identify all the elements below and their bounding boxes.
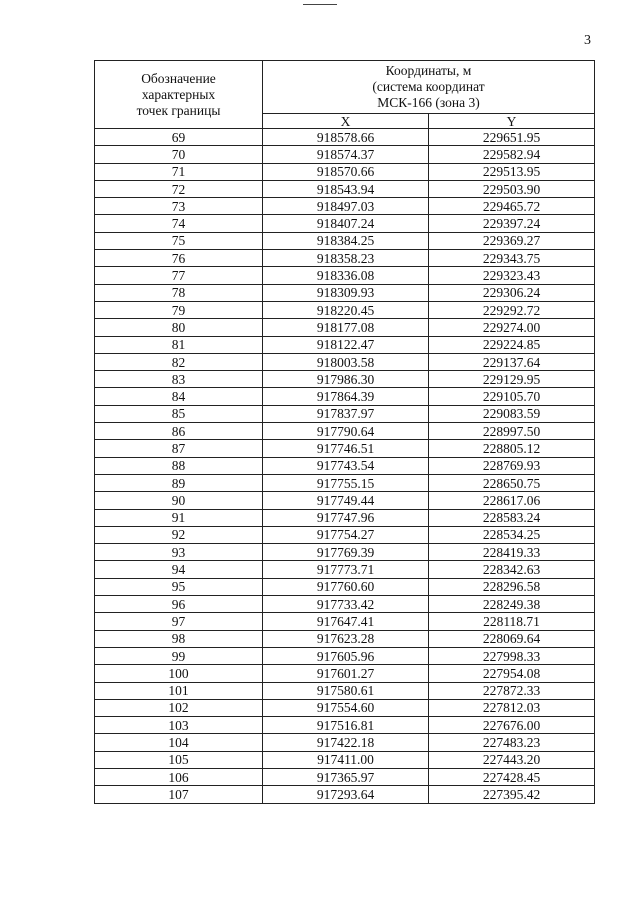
table-row — [95, 353, 595, 370]
coord-x-cell: 917411.00 — [263, 751, 429, 768]
coord-y-cell: 227954.08 — [429, 665, 595, 682]
coord-y-cell: 227395.42 — [429, 786, 595, 803]
point-number-cell: 97 — [95, 613, 263, 630]
coord-x-cell: 917986.30 — [263, 371, 429, 388]
coord-x-cell: 918358.23 — [263, 250, 429, 267]
point-number-cell: 98 — [95, 630, 263, 647]
table-body — [95, 129, 595, 804]
coord-y-cell: 229343.75 — [429, 250, 595, 267]
table-row — [95, 526, 595, 543]
coord-x-cell: 918543.94 — [263, 180, 429, 197]
point-number-cell: 99 — [95, 647, 263, 664]
coord-y-cell: 227998.33 — [429, 647, 595, 664]
coord-x-cell: 918220.45 — [263, 301, 429, 318]
coord-x-cell: 918336.08 — [263, 267, 429, 284]
point-number-cell: 76 — [95, 250, 263, 267]
header-point-label: Обозначение характерных точек границы — [136, 70, 221, 118]
table-row — [95, 682, 595, 699]
coord-y-cell: 228249.38 — [429, 596, 595, 613]
table-row — [95, 319, 595, 336]
coord-y-cell: 229582.94 — [429, 146, 595, 163]
coord-y-cell: 228997.50 — [429, 423, 595, 440]
coord-y-cell: 229306.24 — [429, 284, 595, 301]
coord-y-cell: 229274.00 — [429, 319, 595, 336]
table-row — [95, 371, 595, 388]
coord-x-cell: 918497.03 — [263, 198, 429, 215]
table-row — [95, 630, 595, 647]
table-row — [95, 613, 595, 630]
header-y: Y — [429, 114, 595, 129]
header-coordinates-label: Координаты, м (система координат МСК-166 (зона 3) — [372, 63, 485, 110]
coord-x-cell: 917769.39 — [263, 544, 429, 561]
coord-x-cell: 918574.37 — [263, 146, 429, 163]
coord-y-cell: 229137.64 — [429, 353, 595, 370]
coord-y-cell: 227428.45 — [429, 768, 595, 785]
point-number-cell: 71 — [95, 163, 263, 180]
point-number-cell: 91 — [95, 509, 263, 526]
point-number-cell: 106 — [95, 768, 263, 785]
point-number-cell: 92 — [95, 526, 263, 543]
point-number-cell: 73 — [95, 198, 263, 215]
coord-y-cell: 229513.95 — [429, 163, 595, 180]
coord-y-cell: 229224.85 — [429, 336, 595, 353]
coord-y-cell: 227872.33 — [429, 682, 595, 699]
coord-y-cell: 228342.63 — [429, 561, 595, 578]
point-number-cell: 81 — [95, 336, 263, 353]
table-row — [95, 717, 595, 734]
coord-y-cell: 229105.70 — [429, 388, 595, 405]
point-number-cell: 101 — [95, 682, 263, 699]
point-number-cell: 105 — [95, 751, 263, 768]
point-number-cell: 72 — [95, 180, 263, 197]
table-row — [95, 163, 595, 180]
coord-x-cell: 917754.27 — [263, 526, 429, 543]
header-point-designation — [95, 61, 263, 129]
table-row — [95, 647, 595, 664]
coord-x-cell: 917580.61 — [263, 682, 429, 699]
coord-y-cell: 228805.12 — [429, 440, 595, 457]
point-number-cell: 84 — [95, 388, 263, 405]
table-row — [95, 544, 595, 561]
coord-x-cell: 917647.41 — [263, 613, 429, 630]
coord-y-cell: 229323.43 — [429, 267, 595, 284]
point-number-cell: 78 — [95, 284, 263, 301]
header-x: X — [263, 114, 429, 129]
table-header — [95, 61, 595, 129]
point-number-cell: 83 — [95, 371, 263, 388]
coord-x-cell: 917837.97 — [263, 405, 429, 422]
point-number-cell: 75 — [95, 232, 263, 249]
coord-x-cell: 918384.25 — [263, 232, 429, 249]
coord-y-cell: 228296.58 — [429, 578, 595, 595]
coord-x-cell: 917746.51 — [263, 440, 429, 457]
coord-x-cell: 917422.18 — [263, 734, 429, 751]
point-number-cell: 96 — [95, 596, 263, 613]
point-number-cell: 103 — [95, 717, 263, 734]
table-row — [95, 388, 595, 405]
table-row — [95, 146, 595, 163]
point-number-cell: 90 — [95, 492, 263, 509]
coord-x-cell: 917773.71 — [263, 561, 429, 578]
coord-y-cell: 227676.00 — [429, 717, 595, 734]
table-row — [95, 665, 595, 682]
point-number-cell: 87 — [95, 440, 263, 457]
table-row — [95, 561, 595, 578]
point-number-cell: 79 — [95, 301, 263, 318]
table-row — [95, 423, 595, 440]
coordinates-table — [94, 60, 595, 804]
table-row — [95, 509, 595, 526]
table-row — [95, 734, 595, 751]
coord-x-cell: 917365.97 — [263, 768, 429, 785]
coord-x-cell: 918177.08 — [263, 319, 429, 336]
table-row — [95, 301, 595, 318]
table-row — [95, 284, 595, 301]
coord-x-cell: 917747.96 — [263, 509, 429, 526]
point-number-cell: 70 — [95, 146, 263, 163]
coord-x-cell: 917864.39 — [263, 388, 429, 405]
table-row — [95, 474, 595, 491]
coord-y-cell: 228617.06 — [429, 492, 595, 509]
table-row — [95, 596, 595, 613]
coord-x-cell: 917605.96 — [263, 647, 429, 664]
point-number-cell: 82 — [95, 353, 263, 370]
coord-y-cell: 228769.93 — [429, 457, 595, 474]
table-row — [95, 492, 595, 509]
table-row — [95, 699, 595, 716]
point-number-cell: 95 — [95, 578, 263, 595]
coord-y-cell: 227443.20 — [429, 751, 595, 768]
coord-x-cell: 918309.93 — [263, 284, 429, 301]
coord-x-cell: 917790.64 — [263, 423, 429, 440]
coord-y-cell: 229503.90 — [429, 180, 595, 197]
coord-x-cell: 918570.66 — [263, 163, 429, 180]
coord-y-cell: 228534.25 — [429, 526, 595, 543]
coord-y-cell: 229397.24 — [429, 215, 595, 232]
table-row — [95, 405, 595, 422]
coord-x-cell: 918407.24 — [263, 215, 429, 232]
coord-x-cell: 917760.60 — [263, 578, 429, 595]
coord-y-cell: 229083.59 — [429, 405, 595, 422]
coord-y-cell: 229651.95 — [429, 129, 595, 146]
coord-y-cell: 229369.27 — [429, 232, 595, 249]
coord-x-cell: 917749.44 — [263, 492, 429, 509]
coord-y-cell: 228419.33 — [429, 544, 595, 561]
coord-x-cell: 917755.15 — [263, 474, 429, 491]
coord-y-cell: 229292.72 — [429, 301, 595, 318]
table-row — [95, 768, 595, 785]
point-number-cell: 85 — [95, 405, 263, 422]
coord-x-cell: 917293.64 — [263, 786, 429, 803]
coord-x-cell: 918578.66 — [263, 129, 429, 146]
point-number-cell: 104 — [95, 734, 263, 751]
table-row — [95, 232, 595, 249]
coord-x-cell: 918003.58 — [263, 353, 429, 370]
table-row — [95, 457, 595, 474]
table-row — [95, 215, 595, 232]
point-number-cell: 107 — [95, 786, 263, 803]
table-row — [95, 180, 595, 197]
table-row — [95, 786, 595, 803]
point-number-cell: 77 — [95, 267, 263, 284]
page-number: 3 — [584, 33, 591, 48]
point-number-cell: 94 — [95, 561, 263, 578]
point-number-cell: 102 — [95, 699, 263, 716]
coord-y-cell: 227483.23 — [429, 734, 595, 751]
table-row — [95, 751, 595, 768]
table-row — [95, 336, 595, 353]
coord-x-cell: 917601.27 — [263, 665, 429, 682]
table-row — [95, 440, 595, 457]
coord-y-cell: 229465.72 — [429, 198, 595, 215]
coord-y-cell: 227812.03 — [429, 699, 595, 716]
coord-x-cell: 917516.81 — [263, 717, 429, 734]
point-number-cell: 80 — [95, 319, 263, 336]
coord-x-cell: 917554.60 — [263, 699, 429, 716]
coord-y-cell: 228118.71 — [429, 613, 595, 630]
table-row — [95, 267, 595, 284]
point-number-cell: 86 — [95, 423, 263, 440]
coord-x-cell: 918122.47 — [263, 336, 429, 353]
table-row — [95, 250, 595, 267]
point-number-cell: 93 — [95, 544, 263, 561]
coord-y-cell: 228583.24 — [429, 509, 595, 526]
point-number-cell: 74 — [95, 215, 263, 232]
point-number-cell: 89 — [95, 474, 263, 491]
table-row — [95, 578, 595, 595]
point-number-cell: 100 — [95, 665, 263, 682]
coord-x-cell: 917743.54 — [263, 457, 429, 474]
table-row — [95, 129, 595, 146]
header-coordinates — [263, 61, 595, 114]
coord-x-cell: 917733.42 — [263, 596, 429, 613]
top-divider-mark — [303, 4, 337, 5]
point-number-cell: 69 — [95, 129, 263, 146]
coord-y-cell: 229129.95 — [429, 371, 595, 388]
coord-y-cell: 228069.64 — [429, 630, 595, 647]
table-row — [95, 198, 595, 215]
coord-x-cell: 917623.28 — [263, 630, 429, 647]
point-number-cell: 88 — [95, 457, 263, 474]
coord-y-cell: 228650.75 — [429, 474, 595, 491]
